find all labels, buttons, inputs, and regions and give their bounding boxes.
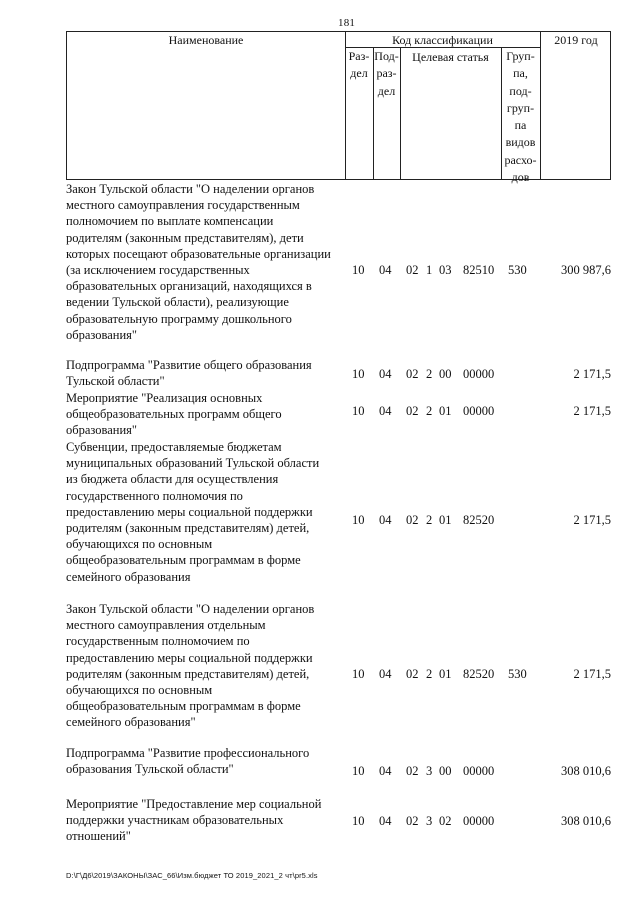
header-year: 2019 год: [554, 33, 598, 47]
row-name: Подпрограмма "Развитие общего образования Тульской области": [66, 358, 312, 389]
code-section: 10: [352, 667, 365, 681]
code-target-1: 02: [406, 667, 419, 681]
code-target-1: 02: [406, 367, 419, 381]
code-subsection: 04: [379, 667, 392, 681]
code-target-3: 00: [439, 764, 452, 778]
table-row: [66, 390, 611, 440]
code-section: 10: [352, 404, 365, 418]
code-subsection: 04: [379, 814, 392, 828]
table-row: [66, 601, 611, 733]
code-target-4: 00000: [463, 367, 495, 381]
code-target-2: 3: [426, 764, 433, 778]
code-target-3: 03: [439, 263, 452, 277]
amount: 2 171,5: [573, 513, 611, 527]
code-target-1: 02: [406, 263, 419, 277]
code-target-3: 00: [439, 367, 452, 381]
header-target: Целевая статья: [412, 50, 489, 64]
code-target-1: 02: [406, 764, 419, 778]
amount: 308 010,6: [561, 814, 611, 828]
amount: 2 171,5: [573, 404, 611, 418]
amount: 308 010,6: [561, 764, 611, 778]
header-subsection: Под- раз- дел: [374, 49, 399, 98]
table-header: [66, 31, 611, 185]
code-target-2: 2: [426, 667, 433, 681]
table-row: [66, 745, 611, 785]
table-row: [66, 181, 611, 351]
header-classification: Код классификации: [392, 33, 493, 47]
code-subsection: 04: [379, 263, 392, 277]
code-target-4: 00000: [463, 404, 495, 418]
code-target-2: 1: [426, 263, 433, 277]
code-target-4: 00000: [463, 764, 495, 778]
code-target-3: 01: [439, 513, 452, 527]
code-target-2: 2: [426, 513, 433, 527]
row-name: Субвенции, предоставляемые бюджетам муниципальных образований Тульской области из бюджета области для осуществления государственного полномочия по предоставлению меры социальной поддержки родителям (законным представителям) детей, обучающихся по основным общеобразовательным программам в форме семейного образования: [66, 440, 320, 584]
header-section: Раз- дел: [348, 49, 370, 81]
code-subsection: 04: [379, 513, 392, 527]
code-section: 10: [352, 764, 365, 778]
page-number: 181: [338, 17, 356, 29]
row-name: Мероприятие "Реализация основных общеобразовательных программ общего образования": [66, 391, 282, 438]
code-target-1: 02: [406, 404, 419, 418]
code-subsection: 04: [379, 404, 392, 418]
amount: 300 987,6: [561, 263, 611, 277]
code-target-3: 02: [439, 814, 452, 828]
code-subsection: 04: [379, 367, 392, 381]
code-target-4: 82510: [463, 263, 495, 277]
table-row: [66, 439, 611, 589]
code-subsection: 04: [379, 764, 392, 778]
code-target-2: 2: [426, 404, 433, 418]
code-section: 10: [352, 367, 365, 381]
code-target-2: 2: [426, 367, 433, 381]
amount: 2 171,5: [573, 667, 611, 681]
row-name: Мероприятие "Предоставление мер социальной поддержки участникам образовательных отношений": [66, 797, 322, 844]
code-section: 10: [352, 814, 365, 828]
header-group: Груп- па, под- груп- па видов расхо- дов: [504, 49, 537, 185]
footer-file-path: D:\Г\Д6\2019\ЗАКОНЫ\ЗАС_66\Изм.бюджет ТО 2019_2021_2 чт\pr5.xls: [66, 871, 318, 880]
code-target-1: 02: [406, 513, 419, 527]
row-name: Закон Тульской области "О наделении органов местного самоуправления отдельным государственным полномочием по предоставлению меры социальной поддержки родителям (законным представителям) детей, обучающихся по основным общеобразовательным программам в форме семейного образования": [66, 602, 315, 730]
table-row: [66, 796, 611, 846]
amount: 2 171,5: [573, 367, 611, 381]
code-target-1: 02: [406, 814, 419, 828]
code-target-3: 01: [439, 667, 452, 681]
table-row: [66, 357, 611, 391]
row-name: Подпрограмма "Развитие профессионального образования Тульской области": [66, 746, 310, 777]
code-target-3: 01: [439, 404, 452, 418]
code-section: 10: [352, 513, 365, 527]
code-section: 10: [352, 263, 365, 277]
code-target-4: 82520: [463, 513, 495, 527]
row-name: Закон Тульской области "О наделении органов местного самоуправления государственным полномочием по выплате компенсации родителям (законным представителям), дети которых посещают образовательные организации (за исключением государственных образовательных организаций, находящихся в ведении Тульской области), реализующие образовательную программу дошкольного образования": [66, 182, 331, 342]
code-group: 530: [508, 263, 527, 277]
code-target-4: 82520: [463, 667, 495, 681]
code-group: 530: [508, 667, 527, 681]
code-target-4: 00000: [463, 814, 495, 828]
header-name: Наименование: [168, 33, 244, 47]
code-target-2: 3: [426, 814, 433, 828]
